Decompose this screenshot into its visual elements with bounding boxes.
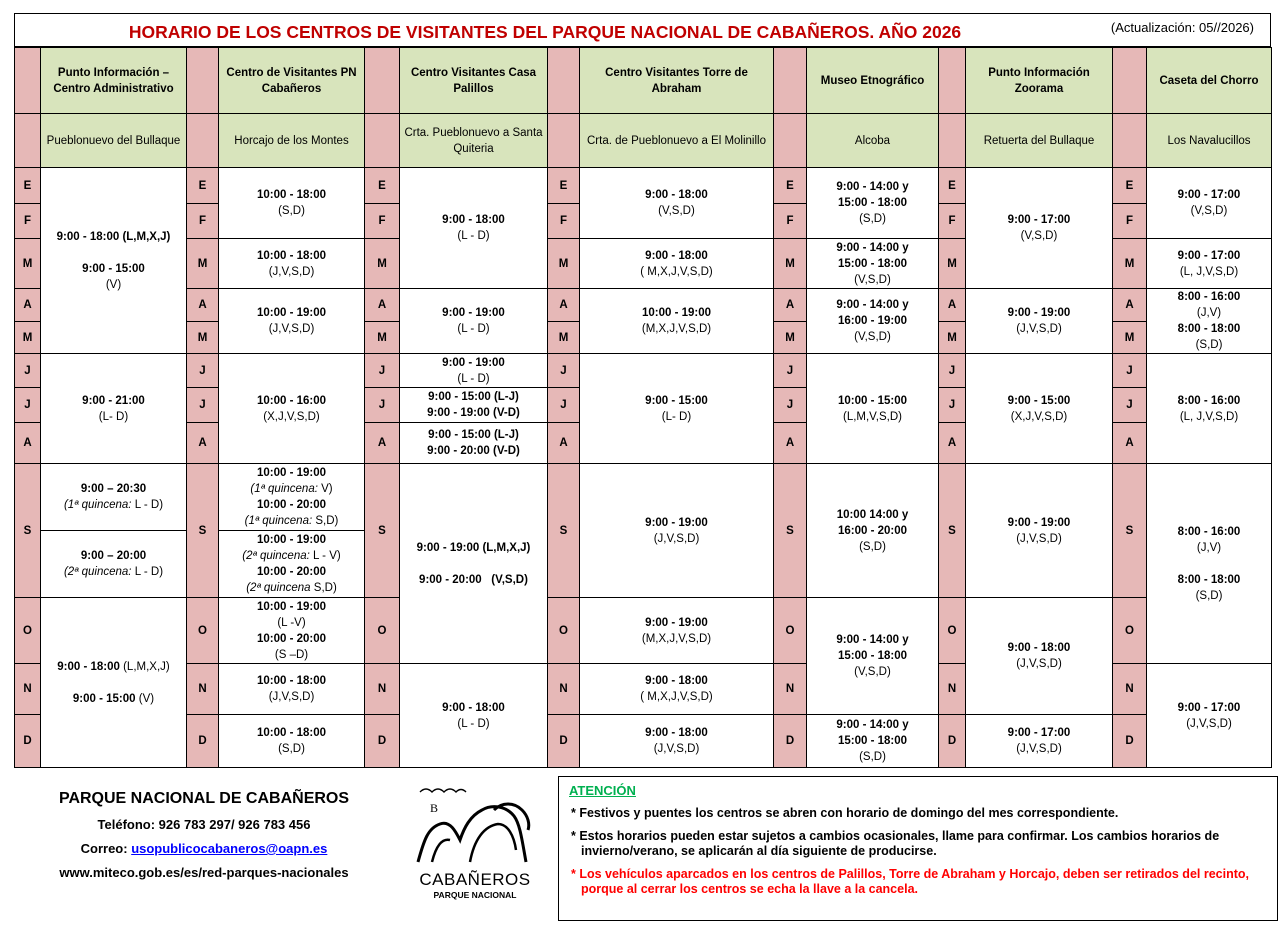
- month-label: M: [15, 322, 41, 354]
- month-label: J: [939, 388, 966, 423]
- month-label: A: [1113, 423, 1147, 464]
- schedule-cell: 9:00 - 15:00 (L-J) 9:00 - 19:00 (V-D): [400, 388, 548, 423]
- month-label: E: [187, 168, 219, 204]
- center-location: Crta. Pueblonuevo a Santa Quiteria: [400, 114, 548, 168]
- month-label: S: [939, 464, 966, 598]
- month-label: N: [939, 664, 966, 715]
- schedule-cell: 10:00 - 19:00 (2ª quincena: L - V) 10:00 - 20:00 (2ª quincena S,D): [219, 531, 365, 598]
- schedule-cell: 9:00 - 18:00 ( M,X,J,V,S,D): [580, 239, 774, 289]
- month-label: S: [365, 464, 400, 598]
- month-label: E: [365, 168, 400, 204]
- month-label: A: [548, 423, 580, 464]
- center-location: Horcajo de los Montes: [219, 114, 365, 168]
- month-label: J: [1113, 354, 1147, 388]
- schedule-cell: 10:00 - 16:00 (X,J,V,S,D): [219, 354, 365, 464]
- month-label: J: [774, 354, 807, 388]
- attention-box: [558, 776, 1278, 921]
- month-label: J: [1113, 388, 1147, 423]
- month-label: J: [15, 354, 41, 388]
- email-link[interactable]: usopublicocabaneros@oapn.es: [131, 841, 328, 856]
- schedule-cell: 9:00 - 18:00 (L,M,X,J) 9:00 - 15:00 (V): [41, 598, 187, 768]
- month-label: M: [939, 322, 966, 354]
- month-label: A: [365, 423, 400, 464]
- update-date: (Actualización: 05//2026): [1110, 20, 1254, 35]
- month-label: E: [939, 168, 966, 204]
- month-label: M: [939, 239, 966, 289]
- month-label: A: [1113, 289, 1147, 322]
- schedule-cell: 9:00 - 18:00 (J,V,S,D): [966, 598, 1113, 715]
- header-blank: [548, 114, 580, 168]
- header-blank: [187, 114, 219, 168]
- month-label: D: [939, 715, 966, 768]
- month-label: A: [187, 289, 219, 322]
- month-label: J: [187, 388, 219, 423]
- center-location: Los Navalucillos: [1147, 114, 1272, 168]
- month-label: F: [187, 204, 219, 239]
- schedule-cell: 10:00 - 18:00 (S,D): [219, 715, 365, 768]
- month-label: A: [939, 289, 966, 322]
- month-label: M: [774, 239, 807, 289]
- schedule-cell: 9:00 - 18:00 (J,V,S,D): [580, 715, 774, 768]
- month-label: M: [15, 239, 41, 289]
- schedule-cell: 9:00 - 18:00 (L,M,X,J) 9:00 - 15:00 (V): [41, 168, 187, 354]
- month-label: D: [15, 715, 41, 768]
- month-label: M: [774, 322, 807, 354]
- month-label: J: [548, 388, 580, 423]
- schedule-cell: 9:00 - 19:00 (M,X,J,V,S,D): [580, 598, 774, 664]
- month-label: O: [774, 598, 807, 664]
- attention-title: ATENCIÓN: [569, 783, 636, 798]
- month-label: A: [548, 289, 580, 322]
- month-label: A: [774, 289, 807, 322]
- header-blank: [939, 114, 966, 168]
- center-name: Centro Visitantes Torre de Abraham: [580, 48, 774, 114]
- schedule-cell: 9:00 – 20:00 (2ª quincena: L - D): [41, 531, 187, 598]
- header-blank: [15, 114, 41, 168]
- schedule-cell: 9:00 - 18:00 (L - D): [400, 664, 548, 768]
- schedule-cell: 8:00 - 16:00 (J,V) 8:00 - 18:00 (S,D): [1147, 289, 1272, 354]
- month-label: N: [15, 664, 41, 715]
- month-label: J: [365, 354, 400, 388]
- month-label: F: [548, 204, 580, 239]
- header-blank: [548, 48, 580, 114]
- schedule-cell: 9:00 - 14:00 y 15:00 - 18:00 (V,S,D): [807, 239, 939, 289]
- header-blank: [1113, 48, 1147, 114]
- header-blank: [187, 48, 219, 114]
- month-label: D: [774, 715, 807, 768]
- schedule-cell: 9:00 - 17:00 (L, J,V,S,D): [1147, 239, 1272, 289]
- month-label: M: [548, 322, 580, 354]
- schedule-cell: 10:00 - 15:00 (L,M,V,S,D): [807, 354, 939, 464]
- month-label: A: [15, 423, 41, 464]
- schedule-cell: 9:00 - 15:00 (L- D): [580, 354, 774, 464]
- schedule-cell: 9:00 - 15:00 (X,J,V,S,D): [966, 354, 1113, 464]
- email-line: Correo: usopublicocabaneros@oapn.es: [80, 841, 328, 856]
- schedule-cell: 10:00 - 18:00 (J,V,S,D): [219, 664, 365, 715]
- attention-note: * Festivos y puentes los centros se abren con horario de domingo del mes correspondiente.: [571, 806, 1119, 820]
- month-label: E: [548, 168, 580, 204]
- month-label: O: [1113, 598, 1147, 664]
- month-label: J: [548, 354, 580, 388]
- center-name: Punto Información – Centro Administrativo: [41, 48, 187, 114]
- month-label: F: [15, 204, 41, 239]
- schedule-cell: 9:00 - 21:00 (L- D): [41, 354, 187, 464]
- schedule-cell: 10:00 - 19:00 (M,X,J,V,S,D): [580, 289, 774, 354]
- month-label: A: [187, 423, 219, 464]
- park-logo: [410, 780, 540, 900]
- month-label: N: [774, 664, 807, 715]
- month-label: S: [1113, 464, 1147, 598]
- schedule-cell: 9:00 - 17:00 (V,S,D): [966, 168, 1113, 289]
- month-label: M: [548, 239, 580, 289]
- center-location: Retuerta del Bullaque: [966, 114, 1113, 168]
- schedule-cell: 9:00 - 19:00 (J,V,S,D): [580, 464, 774, 598]
- logo-name: CABAÑEROS: [419, 870, 531, 889]
- month-label: M: [1113, 239, 1147, 289]
- center-name: Caseta del Chorro: [1147, 48, 1272, 114]
- month-label: M: [365, 239, 400, 289]
- center-location: Crta. de Pueblonuevo a El Molinillo: [580, 114, 774, 168]
- schedule-cell: 9:00 - 19:00 (L,M,X,J) 9:00 - 20:00 (V,S,D): [400, 464, 548, 664]
- month-label: D: [365, 715, 400, 768]
- month-label: M: [187, 239, 219, 289]
- center-location: Alcoba: [807, 114, 939, 168]
- schedule-cell: 10:00 - 18:00 (J,V,S,D): [219, 239, 365, 289]
- schedule-cell: 10:00 - 19:00 (1ª quincena: V) 10:00 - 20:00 (1ª quincena: S,D): [219, 464, 365, 531]
- month-label: J: [15, 388, 41, 423]
- schedule-cell: 10:00 - 18:00 (S,D): [219, 168, 365, 239]
- month-label: S: [187, 464, 219, 598]
- schedule-cell: 9:00 - 19:00 (L - D): [400, 354, 548, 388]
- schedule-table: [14, 47, 1272, 768]
- center-location: Pueblonuevo del Bullaque: [41, 114, 187, 168]
- month-label: E: [15, 168, 41, 204]
- month-label: J: [187, 354, 219, 388]
- month-label: N: [1113, 664, 1147, 715]
- schedule-cell: 9:00 - 19:00 (J,V,S,D): [966, 289, 1113, 354]
- header-blank: [939, 48, 966, 114]
- logo-icon: [410, 780, 540, 865]
- month-label: A: [365, 289, 400, 322]
- month-label: M: [365, 322, 400, 354]
- header-blank: [1113, 114, 1147, 168]
- month-label: F: [774, 204, 807, 239]
- schedule-cell: 9:00 - 14:00 y 15:00 - 18:00 (V,S,D): [807, 598, 939, 715]
- schedule-cell: 9:00 - 14:00 y 15:00 - 18:00 (S,D): [807, 715, 939, 768]
- website: www.miteco.gob.es/es/red-parques-nacionales: [59, 865, 349, 880]
- header-blank: [15, 48, 41, 114]
- month-label: O: [365, 598, 400, 664]
- month-label: M: [1113, 322, 1147, 354]
- month-label: N: [548, 664, 580, 715]
- month-label: S: [774, 464, 807, 598]
- logo-subtitle: PARQUE NACIONAL: [433, 890, 517, 900]
- header-blank: [365, 48, 400, 114]
- svg-text:B: B: [430, 801, 439, 815]
- month-label: S: [15, 464, 41, 598]
- month-label: F: [1113, 204, 1147, 239]
- schedule-cell: 10:00 14:00 y 16:00 - 20:00 (S,D): [807, 464, 939, 598]
- header-blank: [774, 114, 807, 168]
- month-label: E: [1113, 168, 1147, 204]
- schedule-cell: 9:00 - 18:00 ( M,X,J,V,S,D): [580, 664, 774, 715]
- phone: Teléfono: 926 783 297/ 926 783 456: [97, 817, 311, 832]
- schedule-cell: 9:00 - 14:00 y 15:00 - 18:00 (S,D): [807, 168, 939, 239]
- month-label: O: [939, 598, 966, 664]
- schedule-cell: 9:00 - 15:00 (L-J) 9:00 - 20:00 (V-D): [400, 423, 548, 464]
- month-label: O: [548, 598, 580, 664]
- schedule-cell: 9:00 - 17:00 (V,S,D): [1147, 168, 1272, 239]
- attention-warning: * Los vehículos aparcados en los centros de Palillos, Torre de Abraham y Horcajo, deben ser retirados del recinto, porque al cerrar los centros se echa la llave a la cancela.: [571, 867, 1249, 896]
- month-label: F: [939, 204, 966, 239]
- month-label: O: [15, 598, 41, 664]
- month-label: E: [774, 168, 807, 204]
- month-label: N: [187, 664, 219, 715]
- header-blank: [774, 48, 807, 114]
- month-label: D: [548, 715, 580, 768]
- month-label: M: [187, 322, 219, 354]
- month-label: J: [365, 388, 400, 423]
- month-label: N: [365, 664, 400, 715]
- center-name: Centro Visitantes Casa Palillos: [400, 48, 548, 114]
- schedule-cell: 9:00 - 17:00 (J,V,S,D): [1147, 664, 1272, 768]
- month-label: D: [187, 715, 219, 768]
- schedule-cell: 9:00 - 17:00 (J,V,S,D): [966, 715, 1113, 768]
- month-label: S: [548, 464, 580, 598]
- page-title: HORARIO DE LOS CENTROS DE VISITANTES DEL PARQUE NACIONAL DE CABAÑEROS. AÑO 2026: [128, 22, 962, 42]
- schedule-cell: 9:00 - 18:00 (L - D): [400, 168, 548, 289]
- center-name: Centro de Visitantes PN Cabañeros: [219, 48, 365, 114]
- month-label: J: [774, 388, 807, 423]
- header-bar: [14, 13, 1271, 47]
- month-label: A: [939, 423, 966, 464]
- attention-note: * Estos horarios pueden estar sujetos a cambios ocasionales, llame para confirmar. Los cambios horarios de invierno/verano, se aplicarán al día siguiente de producirse.: [571, 829, 1220, 858]
- header-blank: [365, 114, 400, 168]
- schedule-cell: 8:00 - 16:00 (L, J,V,S,D): [1147, 354, 1272, 464]
- schedule-cell: 8:00 - 16:00 (J,V) 8:00 - 18:00 (S,D): [1147, 464, 1272, 664]
- month-label: A: [774, 423, 807, 464]
- schedule-cell: 9:00 - 19:00 (J,V,S,D): [966, 464, 1113, 598]
- month-label: O: [187, 598, 219, 664]
- month-label: D: [1113, 715, 1147, 768]
- schedule-cell: 10:00 - 19:00 (J,V,S,D): [219, 289, 365, 354]
- center-name: Punto Información Zoorama: [966, 48, 1113, 114]
- month-label: J: [939, 354, 966, 388]
- contact-block: [14, 780, 394, 880]
- schedule-cell: 9:00 - 14:00 y 16:00 - 19:00 (V,S,D): [807, 289, 939, 354]
- park-name: PARQUE NACIONAL DE CABAÑEROS: [58, 790, 350, 807]
- schedule-cell: 9:00 - 18:00 (V,S,D): [580, 168, 774, 239]
- center-name: Museo Etnográfico: [807, 48, 939, 114]
- schedule-cell: 10:00 - 19:00 (L -V) 10:00 - 20:00 (S –D): [219, 598, 365, 664]
- month-label: A: [15, 289, 41, 322]
- month-label: F: [365, 204, 400, 239]
- schedule-cell: 9:00 - 19:00 (L - D): [400, 289, 548, 354]
- schedule-cell: 9:00 – 20:30 (1ª quincena: L - D): [41, 464, 187, 531]
